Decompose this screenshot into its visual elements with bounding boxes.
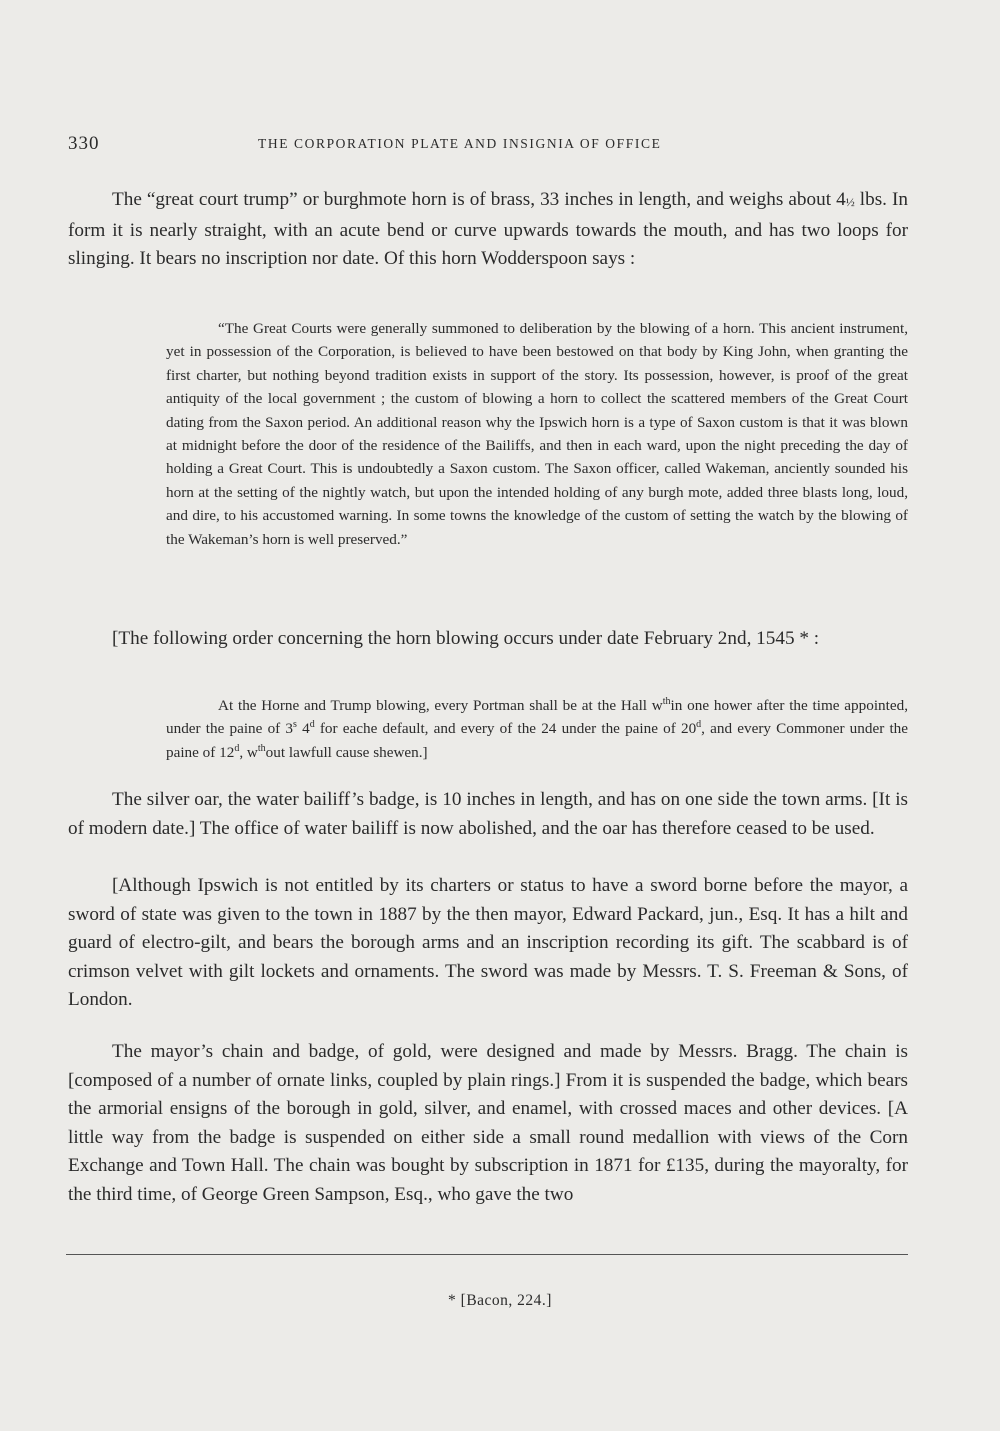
- page-header: [68, 133, 908, 157]
- footnote-divider: [66, 1254, 908, 1255]
- footnote: * [Bacon, 224.]: [448, 1292, 552, 1309]
- paragraph-text: lbs. In form it is nearly straight, with an acute bend or curve upwards towards the mouth, and has two loops for slinging. It bears no inscription nor date. Of this horn Wodderspoon says :: [68, 189, 909, 270]
- paragraph-horn-order: [The following order concerning the horn blowing occurs under date February 2nd, 1545 * :: [112, 628, 820, 649]
- paragraph-silver-oar: The silver oar, the water bailiff’s badge, is 10 inches in length, and has on one side the town arms. [It is of modern date.] The office of water bailiff is now abolished, and the oar has therefore ceased to be used.: [68, 789, 908, 839]
- page-number: 330: [68, 133, 100, 154]
- fraction-half: ½: [845, 195, 855, 209]
- paragraph-great-court-trump: [68, 186, 908, 274]
- running-title: THE CORPORATION PLATE AND INSIGNIA OF OFFICE: [258, 136, 662, 151]
- quotation-horn-order: At the Horne and Trump blowing, every Portman shall be at the Hall $w^{th}in$ one hower after the time appointed, under the paine of 3$^s$ 4$^d$ for eache default, and every of the 24 under the paine of 20$^d$, and every Commoner under the paine of 12$^d$, $w^{th}out$ lawfull cause shewen.]: [166, 696, 908, 761]
- quotation-wodderspoon: “The Great Courts were generally summoned to deliberation by the blowing of a horn. This ancient instrument, yet in possession of the Corporation, is believed to have been bestowed on that body by King John, when granting the first charter, but nothing beyond tradition exists in support of the story. Its possession, however, is proof of the great antiquity of the local government ; the custom of blowing a horn to collect the scattered members of the Great Court dating from the Saxon period. An additional reason why the Ipswich horn is a type of Saxon custom is that it was blown at midnight before the door of the residence of the Bailiffs, and then in each ward, upon the night preceding the day of holding a Great Court. This is undoubtedly a Saxon custom. The Saxon officer, called Wakeman, anciently sounded his horn at the setting of the nightly watch, but upon the intended holding of any burgh mote, added three blasts long, loud, and dire, to his accustomed warning. In some towns the knowledge of the custom of setting the watch by the blowing of the Wakeman’s horn is well preserved.”: [166, 320, 908, 548]
- paragraph-mayors-chain: The mayor’s chain and badge, of gold, were designed and made by Messrs. Bragg. The chain is [composed of a number of ornate links, coupled by plain rings.] From it is suspended the badge, which bears the armorial ensigns of the borough in gold, silver, and enamel, with crossed maces and other devices. [A little way from the badge is suspended on either side a small round medallion with views of the Corn Exchange and Town Hall. The chain was bought by subscription in 1871 for £135, during the mayoralty, for the third time, of George Green Sampson, Esq., who gave the two: [68, 1041, 908, 1205]
- paragraph-text: The “great court trump” or burghmote horn is of brass, 33 inches in length, and weighs about 4: [112, 189, 846, 210]
- paragraph-sword-of-state: [Although Ipswich is not entitled by its charters or status to have a sword borne before the mayor, a sword of state was given to the town in 1887 by the then mayor, Edward Packard, jun., Esq. It has a hilt and guard of electro-gilt, and bears the borough arms and an inscription recording its gift. The scabbard is of crimson velvet with gilt lockets and ornaments. The sword was made by Messrs. T. S. Freeman & Sons, of London.: [68, 875, 908, 1011]
